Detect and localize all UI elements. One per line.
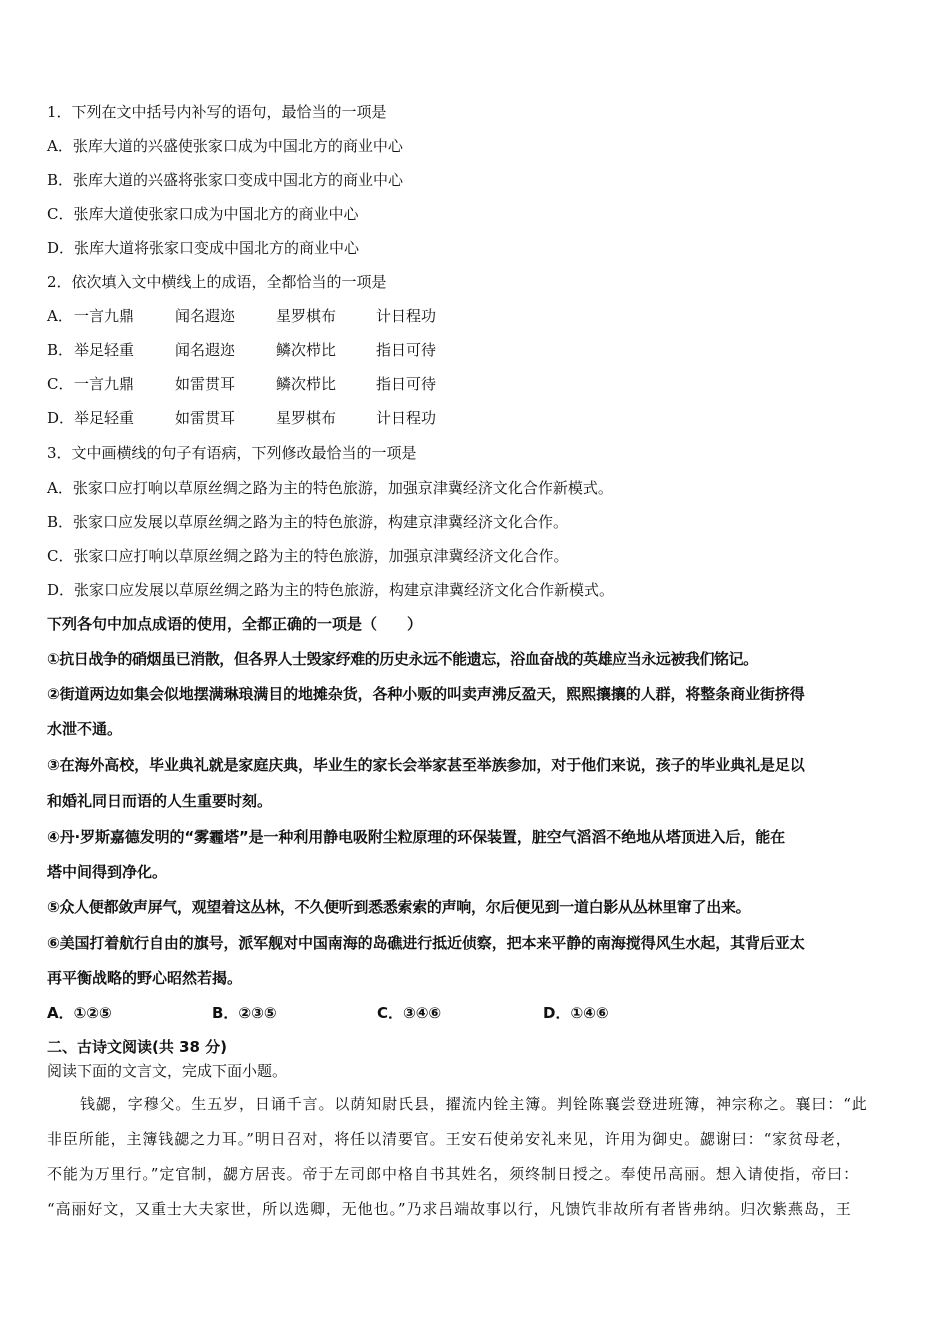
passage-line: 非臣所能，主簿钱勰之力耳。”明日召对，将任以清要官。王安石使弟安礼来见，许用为御史。勰谢曰：“家贫母老， xyxy=(47,1130,852,1148)
reading-instruction: 阅读下面的文言文，完成下面小题。 xyxy=(47,1062,288,1080)
q2-option-a xyxy=(47,306,436,326)
q3-stem: 3．文中画横线的句子有语病，下列修改最恰当的一项是 xyxy=(47,444,417,462)
option-letter: B． xyxy=(47,341,74,359)
option-letter: D． xyxy=(47,409,75,427)
q4-sentence-4-cont: 塔中间得到净化。 xyxy=(47,863,168,881)
q4-sentence-4: ④丹·罗斯嘉德发明的“雾霾塔”是一种利用静电吸附尘粒原理的环保装置，脏空气滔滔不绝地从塔顶进入后，能在 xyxy=(47,828,786,846)
passage-line: “高丽好文，又重士大夫家世，所以选卿，无他也。”乃求吕端故事以行，凡馈饩非故所有者皆弗纳。归次紫燕岛，王 xyxy=(47,1200,852,1218)
q4-sentence-2: ②街道两边如集会似地摆满琳琅满目的地摊杂货，各种小贩的叫卖声沸反盈天，熙熙攘攘的人群，将整条商业街挤得 xyxy=(47,685,805,703)
idiom: 如雷贯耳 xyxy=(175,409,236,427)
q1-stem: 1．下列在文中括号内补写的语句，最恰当的一项是 xyxy=(47,103,387,121)
q4-sentence-6: ⑥美国打着航行自由的旗号，派军舰对中国南海的岛礁进行抵近侦察，把本来平静的南海搅得风生水起，其背后亚太 xyxy=(47,934,805,952)
idiom: 举足轻重 xyxy=(74,341,135,359)
q4-option-c: C．③④⑥ xyxy=(377,1004,442,1022)
q4-sentence-3-cont: 和婚礼同日而语的人生重要时刻。 xyxy=(47,792,273,810)
idiom: 闻名遐迩 xyxy=(175,341,236,359)
q4-option-b: B．②③⑤ xyxy=(212,1004,277,1022)
q1-option-c: C．张库大道使张家口成为中国北方的商业中心 xyxy=(47,205,359,223)
q1-option-a: A．张库大道的兴盛使张家口成为中国北方的商业中心 xyxy=(47,137,403,155)
idiom: 闻名遐迩 xyxy=(175,307,236,325)
q2-option-c xyxy=(47,374,436,394)
q3-option-c: C．张家口应打响以草原丝绸之路为主的特色旅游，加强京津冀经济文化合作。 xyxy=(47,547,569,565)
idiom: 计日程功 xyxy=(376,409,437,427)
q4-option-a: A．①②⑤ xyxy=(47,1004,112,1022)
idiom: 星罗棋布 xyxy=(276,307,337,325)
q4-option-d: D．①④⑥ xyxy=(543,1004,609,1022)
option-letter: A． xyxy=(47,307,73,325)
q4-sentence-5: ⑤众人便都敛声屏气，观望着这丛林，不久便听到悉悉索索的声响，尔后便见到一道白影从丛林里窜了出来。 xyxy=(47,898,751,916)
idiom: 如雷贯耳 xyxy=(175,375,236,393)
q4-sentence-2-cont: 水泄不通。 xyxy=(47,720,123,738)
idiom: 星罗棋布 xyxy=(276,409,337,427)
option-letter: C． xyxy=(47,375,74,393)
q2-option-b xyxy=(47,340,436,360)
q4-sentence-3: ③在海外高校，毕业典礼就是家庭庆典，毕业生的家长会举家甚至举族参加，对于他们来说，孩子的毕业典礼是足以 xyxy=(47,756,805,774)
q4-sentence-1: ①抗日战争的硝烟虽已消散，但各界人士毁家纾难的历史永远不能遗忘，浴血奋战的英雄应当永远被我们铭记。 xyxy=(47,650,758,668)
idiom: 计日程功 xyxy=(376,307,437,325)
q2-option-d xyxy=(47,408,436,428)
q4-options xyxy=(47,1003,609,1023)
q1-option-d: D．张库大道将张家口变成中国北方的商业中心 xyxy=(47,239,360,257)
passage-line: 钱勰，字穆父。生五岁，日诵千言。以荫知尉氏县，擢流内铨主簿。判铨陈襄尝登进班簿，神宗称之。襄曰：“此 xyxy=(80,1095,868,1113)
idiom: 一言九鼎 xyxy=(74,307,135,325)
passage-line: 不能为万里行。”定官制，勰方居丧。帝于左司郎中格自书其姓名，须终制日授之。奉使吊高丽。想入请使指，帝曰： xyxy=(47,1165,859,1183)
idiom: 指日可待 xyxy=(376,341,437,359)
section-heading: 二、古诗文阅读(共 38 分) xyxy=(47,1038,228,1056)
q3-option-a: A．张家口应打响以草原丝绸之路为主的特色旅游，加强京津冀经济文化合作新模式。 xyxy=(47,479,613,497)
idiom: 鳞次栉比 xyxy=(276,375,337,393)
q3-option-b: B．张家口应发展以草原丝绸之路为主的特色旅游，构建京津冀经济文化合作。 xyxy=(47,513,569,531)
idiom: 指日可待 xyxy=(376,375,437,393)
q3-option-d: D．张家口应发展以草原丝绸之路为主的特色旅游，构建京津冀经济文化合作新模式。 xyxy=(47,581,615,599)
idiom: 鳞次栉比 xyxy=(276,341,337,359)
q2-stem: 2．依次填入文中横线上的成语，全都恰当的一项是 xyxy=(47,273,387,291)
q1-option-b: B．张库大道的兴盛将张家口变成中国北方的商业中心 xyxy=(47,171,404,189)
idiom: 一言九鼎 xyxy=(74,375,135,393)
q4-sentence-6-cont: 再平衡战略的野心昭然若揭。 xyxy=(47,969,243,987)
q4-stem: 下列各句中加点成语的使用，全都正确的一项是（ ） xyxy=(47,615,423,633)
classical-passage xyxy=(47,1087,905,1227)
idiom: 举足轻重 xyxy=(74,409,135,427)
